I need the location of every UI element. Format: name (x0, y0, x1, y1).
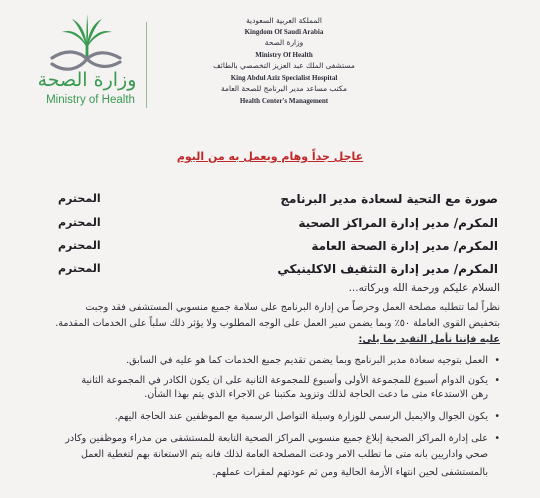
palm-frond-icon (72, 19, 87, 45)
addressee-name: المكرم/ مدير إدارة الصحة العامة (311, 239, 498, 253)
addressee-name: المكرم/ مدير إدارة المراكز الصحية (298, 216, 498, 230)
list-item-text: يكون الجوال والايميل الرسمي للوزارة وسيلة التواصل الرسمية مع الموظفين عند الحاجة اليهم. (114, 411, 488, 422)
header-line: مكتب مساعد مدير البرنامج للصحة العامة (221, 84, 347, 93)
bullet-marker: • (494, 411, 500, 422)
paragraph-line: بتخفيض القوى العاملة ٥٠٪ وبما يضمن سير العمل على الوجه المطلوب ولا يؤثر ذلك سلباً على الخدمات المقدمة. (55, 318, 500, 329)
addressee-honorific: المحترم (58, 216, 101, 229)
bullet-marker: • (494, 375, 500, 386)
addressee-row (58, 262, 498, 280)
bullet-marker: • (494, 355, 500, 366)
greeting: السلام عليكم ورحمة الله وبركاته... (348, 282, 500, 294)
header-line: Ministry Of Health (255, 51, 313, 59)
addressee-honorific: المحترم (58, 192, 101, 205)
addressee-row (58, 216, 498, 234)
list-item-text: يكون الدوام أسبوع للمجموعة الأولى وأسبوع للمجموعة الثانية على ان يكون الكادر في المجموعة الثانية (81, 375, 488, 386)
list-item-text: على إدارة المراكز الصحية إبلاغ جميع منسوبي المراكز الصحية التابعة للمستشفى من مدراء وموظفين وكادر (65, 433, 488, 444)
header-line: King Abdul Aziz Specialist Hospital (230, 74, 338, 82)
paragraph-line: نظراً لما تتطلبه مصلحة العمل وحرصاً من إدارة البرنامج على سلامة جميع منسوبي المستشفى فقد وجبت (85, 302, 500, 313)
header-line: مستشفى الملك عبد العزيز التخصصي بالطائف (213, 61, 355, 70)
header-line: وزارة الصحة (264, 38, 304, 47)
addressee-honorific: المحترم (58, 262, 101, 275)
addressee-name: صورة مع التحية لسعادة مدير البرنامج (280, 192, 498, 206)
urgent-title: عاجل جداً وهام ويعمل به من اليوم (176, 150, 364, 163)
addressee-row (58, 239, 498, 257)
logo-english-text: Ministry of Health (46, 94, 135, 106)
list-item (48, 410, 500, 423)
addressee-name: المكرم/ مدير إدارة التثقيف الاكلينيكي (277, 262, 498, 276)
addressee-row (58, 192, 498, 210)
addressee-honorific: المحترم (58, 239, 101, 252)
palm-frond-icon (86, 14, 88, 45)
list-item (48, 374, 500, 387)
instructions-intro: عليه فإننا نأمل التقيد بما يلي: (358, 334, 500, 345)
list-item (48, 354, 500, 367)
header-line: Kingdom Of Saudi Arabia (244, 28, 324, 36)
list-item-text: العمل بتوجيه سعادة مدير البرنامج وبما يضمن تقديم جميع الخدمات كما هو عليه في السابق. (126, 355, 488, 366)
bullet-marker: • (494, 433, 500, 444)
list-item-continuation: بالمستشفى لحين انتهاء الأزمة الحالية ومن ثم عودتهم لمقرات عملهم. (212, 467, 488, 478)
logo-divider (146, 22, 147, 108)
list-item-continuation: رهن الاستدعاء متى ما دعت الحاجة لذلك وتزويد مكتبنا عن الاجراء الذي يتم بهذا الشأن. (144, 389, 488, 400)
logo-arabic-text: وزارة الصحة (37, 69, 137, 91)
header-line: Health Center's Management (239, 97, 329, 105)
list-item-continuation: صحي واداريين بانه متى ما تطلب الامر ودعت المصلحة العامة لذلك فانه يتم الاستعانة بهم لتغطية العمل (80, 449, 488, 460)
header-line: المملكة العربية السعودية (246, 16, 322, 25)
palm-frond-icon (87, 19, 102, 45)
list-item (48, 432, 500, 445)
